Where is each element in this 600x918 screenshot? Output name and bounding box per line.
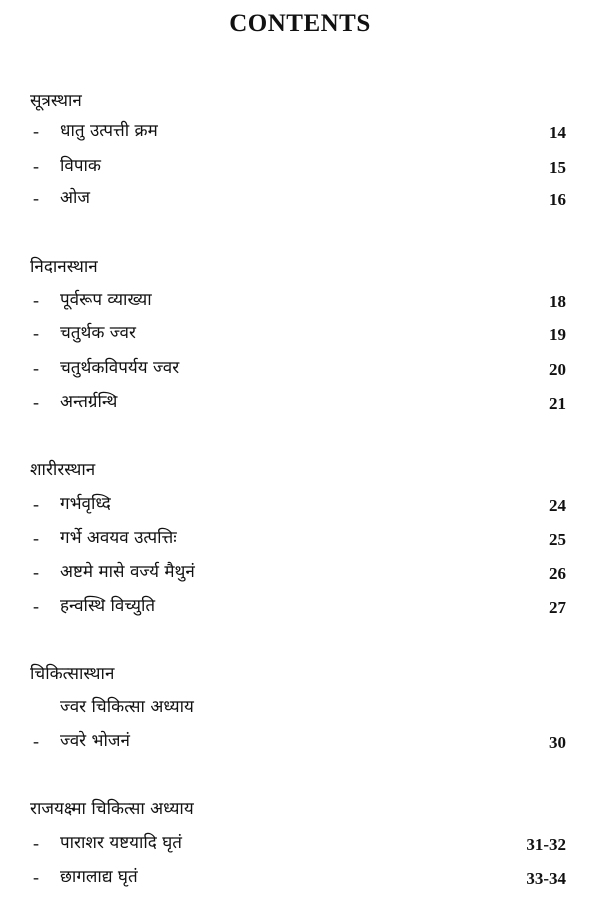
entry-label: ओज xyxy=(60,188,91,208)
toc-entry[interactable] xyxy=(0,830,600,858)
page-number: 30 xyxy=(549,733,566,752)
page-number: 21 xyxy=(549,394,566,413)
page-number: 19 xyxy=(549,325,566,344)
bullet-dash: - xyxy=(33,188,39,208)
page-number: 18 xyxy=(549,292,566,311)
entry-label: पूर्वरूप व्याख्या xyxy=(60,290,152,310)
page-number: 25 xyxy=(549,530,566,549)
toc-entry[interactable] xyxy=(0,320,600,348)
page-number: 26 xyxy=(549,564,566,583)
page-number: 27 xyxy=(549,598,566,617)
bullet-dash: - xyxy=(33,867,39,887)
section-heading-sutrasthana: सूत्रस्थान xyxy=(30,91,82,111)
entry-label: हन्वस्थि विच्युति xyxy=(60,596,156,616)
page-number: 15 xyxy=(549,158,566,177)
toc-entry[interactable] xyxy=(0,491,600,519)
entry-label: चतुर्थकविपर्यय ज्वर xyxy=(60,358,180,378)
bullet-dash: - xyxy=(33,323,39,343)
subsection-heading: ज्वर चिकित्सा अध्याय xyxy=(60,697,194,717)
bullet-dash: - xyxy=(33,596,39,616)
toc-entry[interactable] xyxy=(0,153,600,181)
section-heading-chikitsasthana: चिकित्सास्थान xyxy=(30,664,115,684)
bullet-dash: - xyxy=(33,562,39,582)
entry-label: गर्भे अवयव उत्पत्तिः xyxy=(60,528,177,548)
page-number: 20 xyxy=(549,360,566,379)
bullet-dash: - xyxy=(33,392,39,412)
entry-label: अष्टमे मासे वर्ज्य मैथुनं xyxy=(60,562,195,582)
bullet-dash: - xyxy=(33,358,39,378)
bullet-dash: - xyxy=(33,156,39,176)
toc-entry[interactable] xyxy=(0,118,600,146)
bullet-dash: - xyxy=(33,528,39,548)
bullet-dash: - xyxy=(33,494,39,514)
bullet-dash: - xyxy=(33,121,39,141)
page-number: 24 xyxy=(549,496,566,515)
toc-entry[interactable] xyxy=(0,559,600,587)
page-title: CONTENTS xyxy=(229,10,371,37)
section-heading-nidanasthana: निदानस्थान xyxy=(30,257,98,277)
toc-entry[interactable] xyxy=(0,525,600,553)
page-number: 33-34 xyxy=(526,869,566,888)
entry-label: ज्वरे भोजनं xyxy=(60,731,130,751)
bullet-dash: - xyxy=(33,290,39,310)
entry-label: अन्तर्ग्रन्थि xyxy=(60,392,118,412)
section-heading-rajayakshma: राजयक्ष्मा चिकित्सा अध्याय xyxy=(30,799,194,819)
entry-label: गर्भवृध्दि xyxy=(60,494,111,514)
page-number: 16 xyxy=(549,190,566,209)
entry-label: पाराशर यष्टयादि घृतं xyxy=(60,833,182,853)
page-number: 31-32 xyxy=(526,835,566,854)
entry-label: धातु उत्पत्ती क्रम xyxy=(60,121,158,141)
bullet-dash: - xyxy=(33,731,39,751)
toc-entry[interactable] xyxy=(0,864,600,892)
entry-label: विपाक xyxy=(60,156,101,176)
toc-entry[interactable] xyxy=(0,287,600,315)
entry-label: चतुर्थक ज्वर xyxy=(60,323,136,343)
toc-entry[interactable] xyxy=(0,185,600,213)
bullet-dash: - xyxy=(33,833,39,853)
entry-label: छागलाद्य घृतं xyxy=(60,867,138,887)
toc-entry[interactable] xyxy=(0,593,600,621)
toc-entry[interactable] xyxy=(0,728,600,756)
toc-entry[interactable] xyxy=(0,355,600,383)
page-number: 14 xyxy=(549,123,566,142)
toc-entry[interactable] xyxy=(0,389,600,417)
section-heading-sharirasthana: शारीरस्थान xyxy=(30,460,96,480)
